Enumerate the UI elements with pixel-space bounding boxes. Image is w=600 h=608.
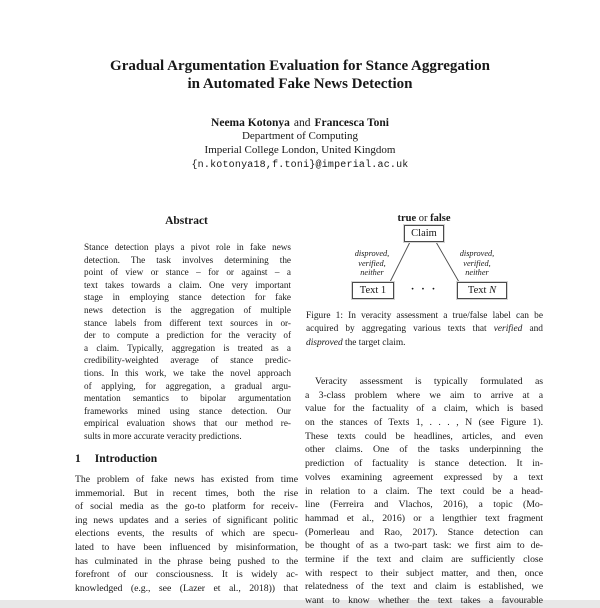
caption-segment: Figure 1: In veracity assessment a true/false label can be acquired by aggregating various texts that <box>306 311 543 335</box>
paper-header <box>0 58 600 171</box>
claim-node: Claim <box>404 225 444 242</box>
true-or-false-label <box>305 213 543 224</box>
edge-label-line: neither <box>360 268 384 278</box>
body-line: with respect to their subject matter, and then, once <box>305 567 543 579</box>
author-1: Neema Kotonya <box>211 117 290 129</box>
body-line: Veracity assessment is typically formulated as <box>315 376 543 387</box>
abstract-line: tions. In this work, we take the novel approach <box>84 367 291 378</box>
body-line: These texts could be headlines, articles, and even <box>305 430 543 442</box>
caption-segment: the target claim. <box>342 337 406 348</box>
caption-disproved-italic: disproved <box>306 337 343 348</box>
abstract-line: text takes towards a claim. One very important <box>84 279 291 290</box>
right-column-text <box>305 375 543 608</box>
body-line: termine if the text and claim are sufficiently close <box>305 553 543 565</box>
body-line: (Pomerleau and Rao, 2017). Stance detection can <box>305 526 543 538</box>
abstract-line: a claim. Typically, aggregation is treated as a <box>84 342 291 353</box>
paper-title-line1: Gradual Argumentation Evaluation for Stance Aggregation <box>110 58 490 74</box>
edge-label-line: verified, <box>358 258 386 268</box>
edge-label-line: disproved, <box>459 249 495 258</box>
introduction-line: of social media as the go-to platform for receiv- <box>75 501 298 513</box>
label-false: false <box>430 213 451 224</box>
body-line: be thought of as a two-part task: we first aim to de- <box>305 540 543 552</box>
abstract-line: point of view or stance – for or against – a <box>84 267 291 278</box>
figure-1-caption <box>306 310 543 350</box>
body-line: prediction of factuality is stance detection. It in- <box>305 458 543 470</box>
paper-title-line2: in Automated Fake News Detection <box>187 75 413 92</box>
abstract-line: stance labels from different text sources in or- <box>84 317 291 328</box>
figure-1-diagram <box>305 213 543 305</box>
author-conjunction: and <box>293 117 311 129</box>
introduction-line: immemorial. But in recent times, both the rise <box>75 487 298 499</box>
abstract-heading: Abstract <box>165 215 208 227</box>
abstract-line: credibility-weighted average of stance predic- <box>84 355 291 366</box>
introduction-line: forefront of our consciousness. It is widely ac- <box>75 569 298 581</box>
body-line: hammad et al., 2016) or a lengthier text fragment <box>305 512 543 524</box>
section-title: Introduction <box>94 453 158 465</box>
author-line <box>0 117 600 130</box>
abstract-line: empirical evaluation shows that our method re- <box>84 418 291 429</box>
abstract-line: sults in more accurate veracity predictions. <box>84 430 242 441</box>
ellipsis-dots: · · · <box>410 283 438 295</box>
email-address: {n.kotonya18,f.toni}@imperial.ac.uk <box>191 159 409 171</box>
abstract-line: der to compute a prediction for the veracity of <box>84 330 291 341</box>
caption-verified-italic: verified <box>493 324 523 335</box>
introduction-text <box>75 473 298 595</box>
edge-label-line: neither <box>465 268 489 278</box>
abstract-text <box>84 241 291 443</box>
textN-node <box>457 282 507 299</box>
introduction-line: lated to have been influenced by misinformation, <box>75 541 298 553</box>
abstract-line: mentation semantics to bipolar argumentation <box>84 393 291 404</box>
section-heading-introduction <box>75 453 298 465</box>
body-line: value for the factuality of a claim, which is based <box>305 403 543 415</box>
edge-label-left <box>342 249 402 278</box>
label-true: true <box>397 213 417 224</box>
edge-label-right <box>447 249 507 278</box>
section-number: 1 <box>75 453 81 465</box>
abstract-line: news detection is the aggregation of multiple <box>84 304 291 315</box>
introduction-line: The problem of fake news has existed from time <box>75 474 298 485</box>
body-line: on the stances of Texts 1, . . . , N (see Figure 1). <box>305 417 543 429</box>
caption-segment: and <box>522 324 543 335</box>
abstract-line: stage in employing stance detection for fake <box>84 292 291 303</box>
body-line: want to know whether the text takes a favourable <box>305 595 543 606</box>
body-line: volves examining agreement expressed by a text <box>305 471 543 483</box>
label-or: or <box>416 213 431 224</box>
text1-node: Text 1 <box>352 282 394 299</box>
body-line: line (Ferreira and Vlachos, 2016), a topic (Mo- <box>305 499 543 511</box>
abstract-line: frameworks mined using stance detection. Our <box>84 405 291 416</box>
edge-label-line: verified, <box>463 258 491 268</box>
edge-label-line: disproved, <box>354 249 390 258</box>
body-line: relatedness of the text and claim is established, we <box>305 581 543 593</box>
textN-prefix: Text <box>467 285 490 296</box>
abstract-line: of applying, for aggregation, a gradual argu- <box>84 380 291 391</box>
abstract-line: detection. The task involves determining the <box>84 254 291 265</box>
introduction-line: knowledged (e.g., see (Lazer et al., 2018)) that <box>75 582 298 594</box>
introduction-line: has culminated in the phrase being pushed to the <box>75 555 298 567</box>
body-line: other claims. One of the tasks underpinning the <box>305 444 543 456</box>
author-2: Francesca Toni <box>314 117 389 129</box>
introduction-line: elections events, the results of which are specu- <box>75 528 298 540</box>
abstract-line: Stance detection plays a pivot role in fake news <box>84 242 291 252</box>
introduction-line: ing news updates and a series of significant politic <box>75 514 298 526</box>
body-line: in relation to a claim. The text could be a head- <box>305 485 543 497</box>
institution: Imperial College London, United Kingdom <box>204 143 396 156</box>
department: Department of Computing <box>241 130 359 142</box>
textN-variable: N <box>489 285 497 296</box>
body-line: a 3-class problem where we aim to arrive at a <box>305 389 543 401</box>
